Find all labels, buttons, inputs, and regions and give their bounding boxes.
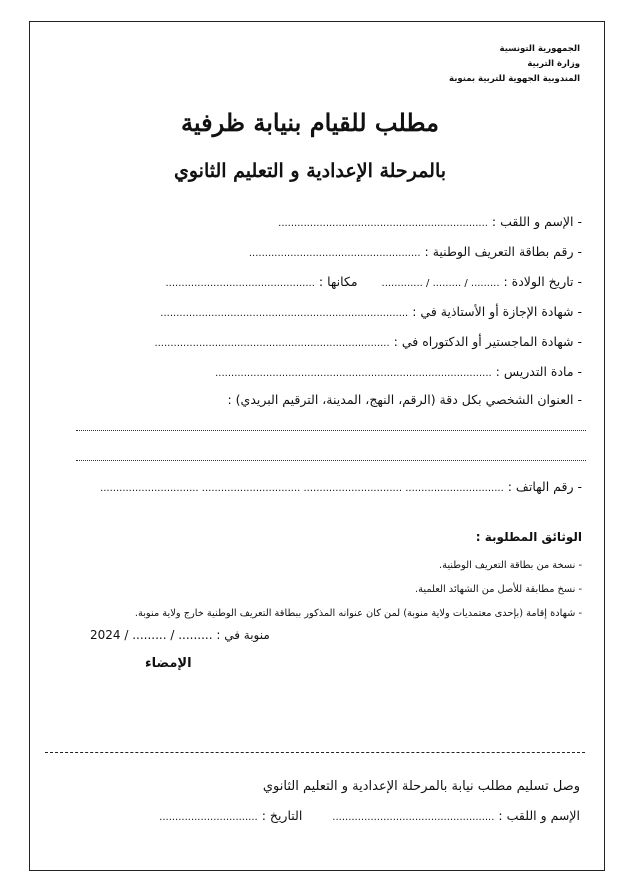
form-title: مطلب للقيام بنيابة ظرفية xyxy=(181,108,439,137)
receipt-title: وصل تسليم مطلب نيابة بالمرحلة الإعدادية و التعليم الثانوي xyxy=(262,779,580,794)
cut-line xyxy=(45,752,585,753)
receipt-name-dots[interactable]: ................................................... xyxy=(332,812,495,823)
signature-label: الإمضاء xyxy=(145,656,192,671)
master-degree-dots[interactable]: .......................................................................... xyxy=(154,338,390,349)
name-dots[interactable]: .................................................................. xyxy=(278,218,488,229)
teaching-subject-field[interactable] xyxy=(215,364,582,379)
receipt-name-label: الإسم و اللقب : xyxy=(498,808,580,823)
birth-date-label: - تاريخ الولادة : xyxy=(503,274,582,289)
required-documents-title: الوثائق المطلوبة : xyxy=(475,530,582,544)
phone-dots[interactable]: ............................... ............................... ............................... ............................... xyxy=(100,483,504,494)
receipt-date-label: التاريخ : xyxy=(261,808,303,823)
document-item: - نسخة من بطاقة التعريف الوطنية. xyxy=(438,560,582,571)
ministry-header xyxy=(449,42,580,87)
birth-place-label: مكانها : xyxy=(318,274,358,289)
teaching-subject-label: - مادة التدريس : xyxy=(495,364,582,379)
master-degree-field[interactable] xyxy=(154,334,582,349)
teaching-subject-dots[interactable]: ....................................................................................... xyxy=(215,368,492,379)
address-line-2[interactable] xyxy=(76,460,586,461)
header-line-republic: الجمهورية التونسية xyxy=(499,44,580,54)
receipt-fields[interactable] xyxy=(159,808,580,823)
address-line-1[interactable] xyxy=(76,430,586,431)
place-and-date[interactable]: منوبة في : ......... / ......... / 2024 xyxy=(90,628,270,642)
page-frame xyxy=(29,21,605,871)
national-id-dots[interactable]: ...................................................... xyxy=(248,248,421,259)
master-degree-label: - شهادة الماجستير أو الدكتوراه في : xyxy=(393,334,582,349)
national-id-field[interactable] xyxy=(249,244,582,259)
bachelor-degree-label: - شهادة الإجازة أو الأستاذية في : xyxy=(412,304,582,319)
bachelor-degree-field[interactable] xyxy=(160,304,582,319)
document-item: - نسخ مطابقة للأصل من الشهائد العلمية. xyxy=(415,584,582,595)
form-subtitle: بالمرحلة الإعدادية و التعليم الثانوي xyxy=(173,160,447,182)
birth-date-dots[interactable]: ......... / ......... / ............. xyxy=(381,278,500,289)
name-field[interactable] xyxy=(278,214,582,229)
national-id-label: - رقم بطاقة التعريف الوطنية : xyxy=(424,244,582,259)
bachelor-degree-dots[interactable]: .............................................................................. xyxy=(160,308,409,319)
header-line-regional-office: المندوبية الجهوية للتربية بمنوبة xyxy=(449,74,580,84)
name-label: - الإسم و اللقب : xyxy=(491,214,582,229)
birth-field[interactable] xyxy=(166,274,583,289)
phone-field[interactable] xyxy=(100,479,582,494)
document-item: - شهادة إقامة (بإحدى معتمديات ولاية منوبة) لمن كان عنوانه المذكور ببطاقة التعريف الوطنية خارج ولاية منوبة. xyxy=(134,608,582,619)
address-label: - العنوان الشخصي بكل دقة (الرقم، النهج، المدينة، الترقيم البريدي) : xyxy=(227,392,582,407)
header-line-ministry: وزارة التربية xyxy=(527,59,580,69)
birth-place-dots[interactable]: ............................................... xyxy=(165,278,315,289)
phone-label: - رقم الهاتف : xyxy=(507,479,582,494)
receipt-date-dots[interactable]: ............................... xyxy=(159,812,258,823)
